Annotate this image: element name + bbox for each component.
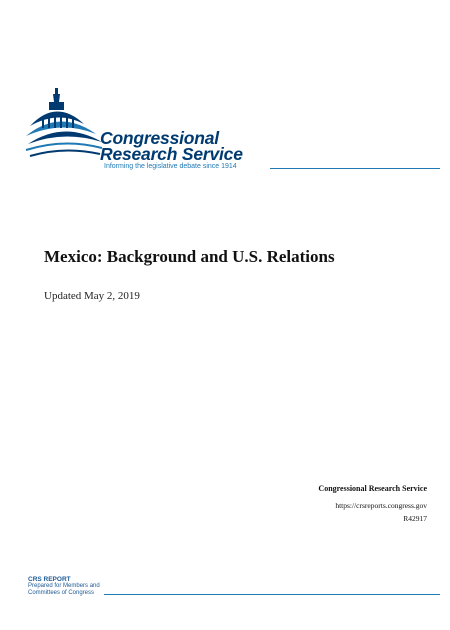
logo-name-line1: Congressional — [100, 128, 219, 148]
footer-line1: Prepared for Members and — [28, 583, 100, 589]
report-updated-date: Updated May 2, 2019 — [44, 290, 140, 302]
footer-divider — [104, 594, 440, 595]
org-url-link[interactable]: https://crsreports.congress.gov — [335, 501, 427, 510]
logo-wordmark — [100, 130, 243, 162]
logo-tagline: Informing the legislative debate since 1914 — [104, 163, 237, 170]
logo-name-line2: Research Service — [100, 144, 243, 164]
footer — [28, 576, 100, 597]
capitol-dome-icon — [24, 84, 104, 176]
logo-divider — [270, 168, 440, 169]
org-name: Congressional Research Service — [318, 484, 427, 493]
report-title: Mexico: Background and U.S. Relations — [44, 247, 335, 266]
crs-logo — [24, 84, 440, 176]
footer-line2: Committees of Congress — [28, 590, 95, 596]
org-info — [318, 483, 427, 525]
report-number: R42917 — [403, 514, 427, 523]
footer-label: CRS REPORT — [28, 576, 71, 583]
